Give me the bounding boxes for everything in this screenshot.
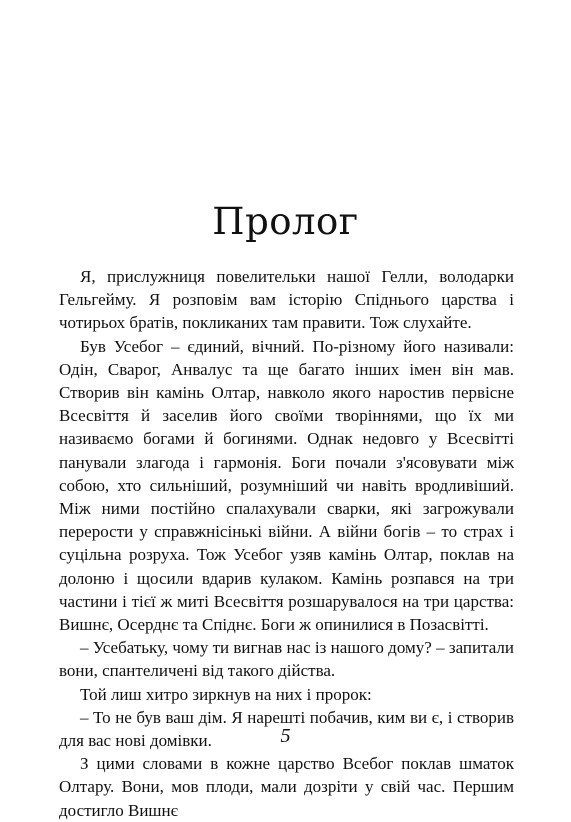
paragraph: – Усебатьку, чому ти вигнав нас із нашого дому? – запитали вони, спантеличені від такого дійства. [59, 638, 514, 681]
paragraph: – То не був ваш дім. Я нарешті побачив, ким ви є, і створив для вас нові домівки. [59, 707, 514, 751]
paragraph: З цими словами в кожне царство Всебог поклав шматок Олтару. Вони, мов плоди, мали дозріти у свій час. Першим достигло Вишнє [59, 754, 514, 820]
page-number: 5 [280, 725, 291, 747]
paragraph: Я, прислужниця повелительки нашої Гелли, володарки Гельгейму. Я розповім вам історію Спіднього царства і чотирьох братів, покликаних там правити. Тож слухайте. [59, 267, 514, 333]
chapter-title: Пролог [212, 200, 359, 243]
paragraph: Той лиш хитро зиркнув на них і пророк: [80, 684, 372, 704]
paragraph: Був Усебог – єдиний, вічний. По-різному його називали: Одін, Сварог, Анвалус та ще багато інших імен він мав. Створив він камінь Олтар, навколо якого наростив первісне Всесвіття й заселив його своїми творіннями, що їх ми називаємо богами й богинями. Однак недовго у Всесвітті панували злагода і гармонія. Боги почали з'ясовувати між собою, хто сильніший, розумніший чи навіть вродливіший. Між ними постійно спалахували сварки, які загрожували перерости у справжнісінькі війни. А війни богів – то страх і суцільна розруха. Тож Усебог узяв камінь Олтар, поклав на долоню і щосили вдарив кулаком. Камінь розпався на три частини і тієї ж миті Всесвіття розшарувалося на три царства: Вишнє, Осерднє та Спіднє. Боги ж опинилися в Позасвітті. [59, 336, 514, 635]
